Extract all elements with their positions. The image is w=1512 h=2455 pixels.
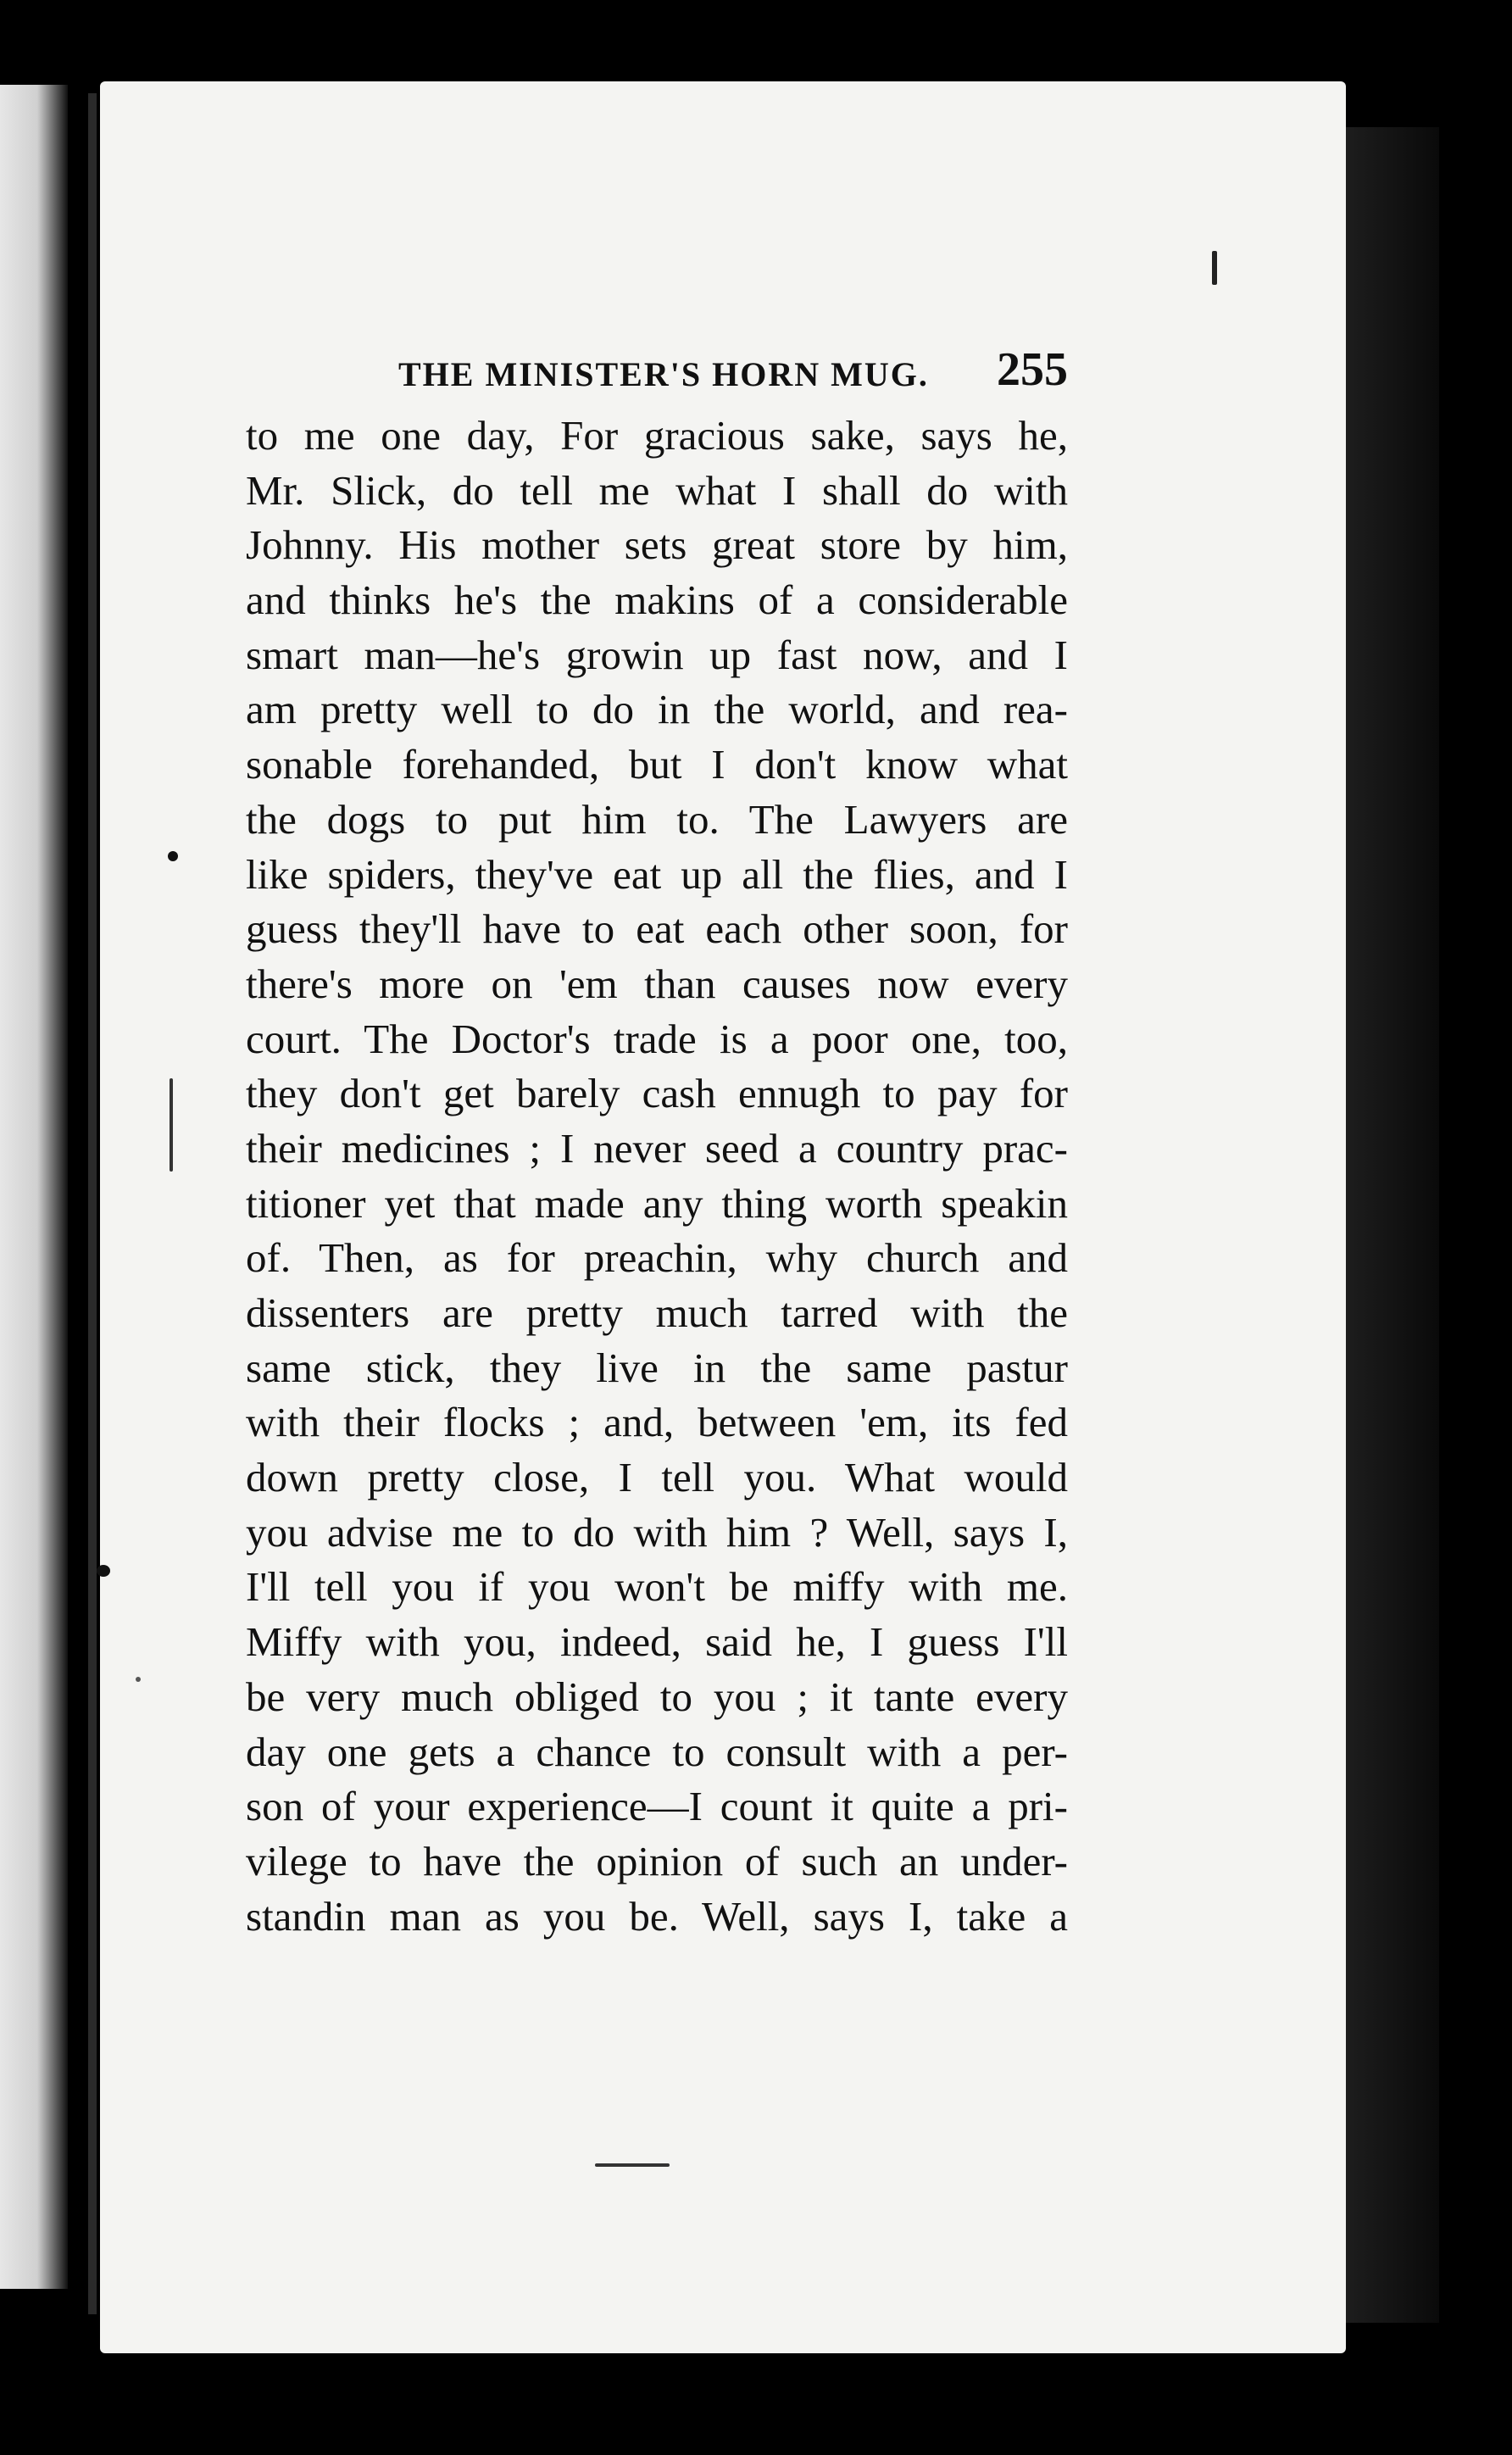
page-number: 255 [997, 343, 1068, 396]
text-line: to me one day, For gracious sake, says he, [246, 412, 1068, 459]
text-line: day one gets a chance to consult with a per- [246, 1728, 1068, 1775]
text-line: court. The Doctor's trade is a poor one, too, [246, 1015, 1068, 1062]
text-line: vilege to have the opinion of such an under- [246, 1837, 1068, 1884]
page-block-edge [1346, 127, 1439, 2323]
ink-speck [136, 1677, 141, 1682]
text-line: and thinks he's the makins of a considerable [246, 576, 1068, 624]
text-line: the dogs to put him to. The Lawyers are [246, 795, 1068, 843]
text-line: same stick, they live in the same pastur [246, 1344, 1068, 1391]
text-line: be very much obliged to you ; it tante every [246, 1673, 1068, 1720]
body-text [246, 409, 1068, 1944]
facing-page-edge [0, 85, 68, 2289]
text-line: Johnny. His mother sets great store by him, [246, 521, 1068, 569]
ink-speck [1212, 251, 1217, 285]
running-head-title: THE MINISTER'S HORN MUG. [398, 355, 929, 393]
gutter-shadow [88, 93, 97, 2314]
text-line: of. Then, as for preachin, why church and [246, 1234, 1068, 1282]
text-line: son of your experience—I count it quite a pri- [246, 1783, 1068, 1830]
text-line: I'll tell you if you won't be miffy with me. [246, 1563, 1068, 1611]
ink-speck [97, 1565, 110, 1577]
text-line: smart man—he's growin up fast now, and I [246, 631, 1068, 678]
text-line: Mr. Slick, do tell me what I shall do with [246, 466, 1068, 514]
text-line: with their flocks ; and, between 'em, its fed [246, 1399, 1068, 1446]
text-line: you advise me to do with him ? Well, says I, [246, 1508, 1068, 1556]
running-head [398, 342, 1068, 402]
text-line: down pretty close, I tell you. What would [246, 1454, 1068, 1501]
text-line: guess they'll have to eat each other soon, for [246, 905, 1068, 953]
text-line: their medicines ; I never seed a country prac- [246, 1124, 1068, 1172]
text-line: titioner yet that made any thing worth speakin [246, 1179, 1068, 1227]
text-line: there's more on 'em than causes now every [246, 960, 1068, 1007]
text-line: Miffy with you, indeed, said he, I guess I'll [246, 1618, 1068, 1666]
text-line: standin man as you be. Well, says I, take a [246, 1892, 1068, 1940]
ink-speck [168, 851, 178, 861]
pencil-bracket [170, 1078, 173, 1172]
text-line: dissenters are pretty much tarred with the [246, 1289, 1068, 1336]
text-line: they don't get barely cash ennugh to pay for [246, 1070, 1068, 1117]
text-line: like spiders, they've eat up all the flies, and I [246, 850, 1068, 898]
pencil-stroke [595, 2163, 670, 2167]
text-line: am pretty well to do in the world, and rea- [246, 686, 1068, 733]
text-line: sonable forehanded, but I don't know what [246, 741, 1068, 788]
